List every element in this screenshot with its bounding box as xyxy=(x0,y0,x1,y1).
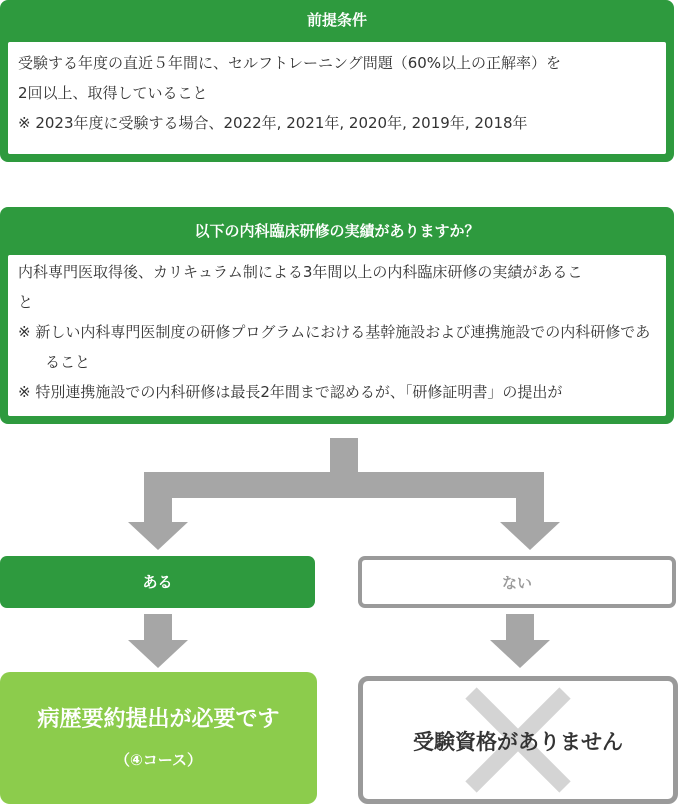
branch-no-label: ない xyxy=(358,556,676,608)
premise-note-1: ※ 2023年度に受験する場合、2022年, 2021年, 2020年, 2019年, 2018年 xyxy=(18,114,528,132)
result-yes-title: 病歴要約提出が必要です xyxy=(37,707,280,732)
result-no-title: 受験資格がありません xyxy=(413,730,623,754)
premise-box xyxy=(0,0,674,162)
arrow-yes-shaft xyxy=(144,614,172,642)
branch-arrow-left-shaft xyxy=(144,472,172,526)
arrow-down-icon xyxy=(128,640,188,668)
result-no-box xyxy=(358,676,678,804)
result-yes-box xyxy=(0,672,317,804)
branch-arrow-bar xyxy=(144,472,544,498)
branch-arrow-right-shaft xyxy=(516,472,544,526)
result-yes-sub: （④コース） xyxy=(115,751,202,769)
premise-line-2: 2回以上、取得していること xyxy=(18,84,208,102)
arrow-down-icon xyxy=(500,522,560,550)
premise-title: 前提条件 xyxy=(306,11,367,29)
question-line-1: 内科専門医取得後、カリキュラム制による3年間以上の内科臨床研修の実績があるこ xyxy=(18,263,583,281)
arrow-no-shaft xyxy=(506,614,534,642)
question-title: 以下の内科臨床研修の実績がありますか？ xyxy=(194,222,480,240)
branch-yes-label: ある xyxy=(0,556,315,608)
premise-body xyxy=(8,42,666,154)
arrow-down-icon xyxy=(128,522,188,550)
question-line-2: と xyxy=(18,293,34,311)
question-note-1: ※ 新しい内科専門医制度の研修プログラムにおける基幹施設および連携施設での内科研修であること xyxy=(18,323,651,371)
arrow-down-icon xyxy=(490,640,550,668)
question-box xyxy=(0,207,674,424)
premise-line-1: 受験する年度の直近５年間に、セルフトレーニング問題（60%以上の正解率）を xyxy=(18,54,562,72)
question-body xyxy=(8,255,666,416)
question-note-2: ※ 特別連携施設での内科研修は最長2年間まで認めるが、「研修証明書」の提出が xyxy=(18,383,563,401)
